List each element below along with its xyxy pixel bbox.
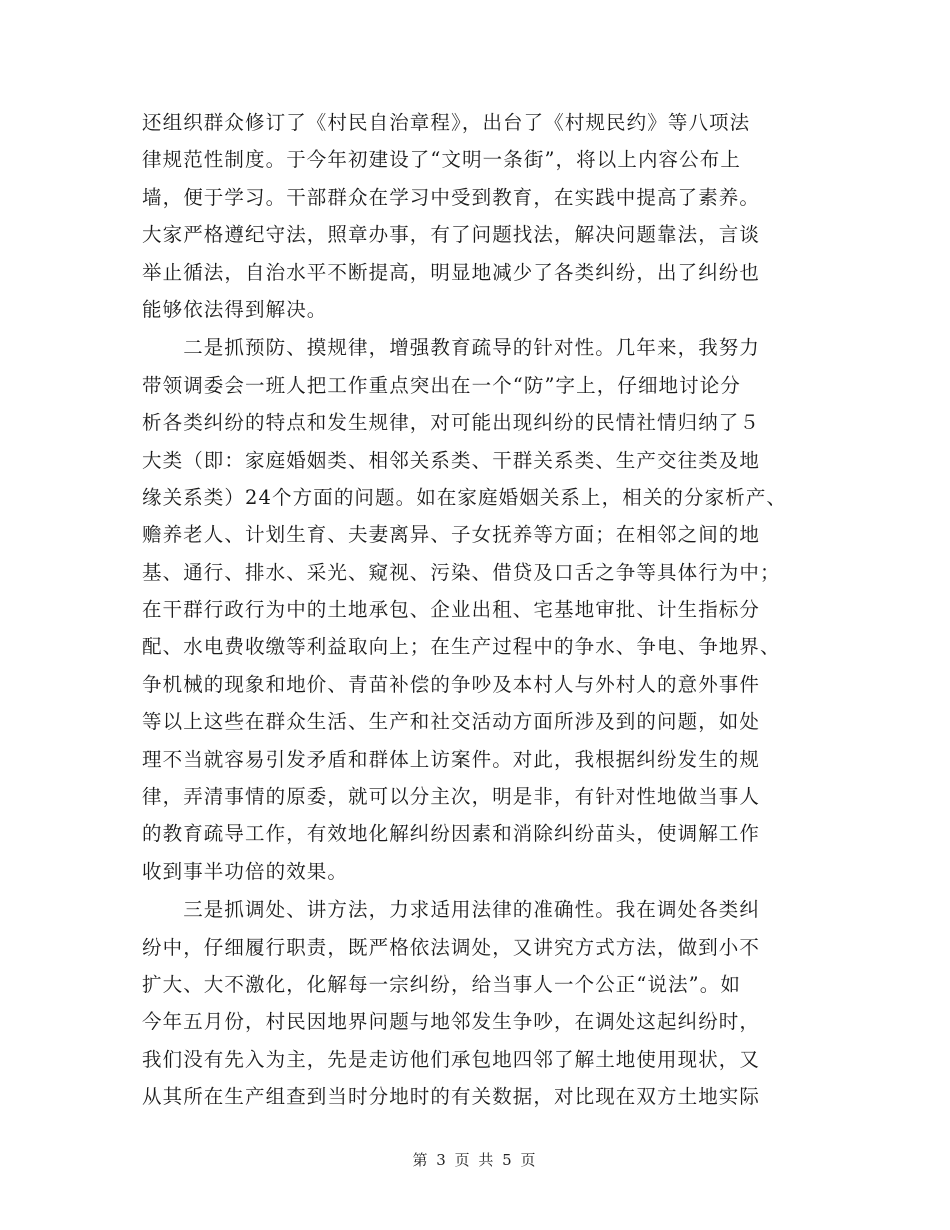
page-number: 第 3 页 共 5 页: [412, 1151, 538, 1169]
text-line: 律规范性制度。于今年初建设了“文明一条街”，将以上内容公布上: [142, 148, 741, 172]
document-body: [142, 104, 822, 1117]
text-line: 扩大、大不激化，化解每一宗纠纷，给当事人一个公正“说法”。如: [142, 972, 741, 996]
text-line: 纷中，仔细履行职责，既严格依法调处，又讲究方式方法，做到小不: [142, 935, 761, 959]
text-line: 争机械的现象和地价、青苗补偿的争吵及本村人与外村人的意外事件: [142, 672, 761, 696]
text-line: 的教育疏导工作，有效地化解纠纷因素和消除纠纷苗头，使调解工作: [142, 822, 761, 846]
text-line: 墙，便于学习。干部群众在学习中受到教育，在实践中提高了素养。: [142, 185, 761, 209]
text-line: 收到事半功倍的效果。: [142, 859, 349, 883]
text-line: 能够依法得到解决。: [142, 297, 328, 321]
text-line: 缘关系类）24个方面的问题。如在家庭婚姻关系上，相关的分家析产、: [142, 485, 788, 509]
text-line: 理不当就容易引发矛盾和群体上访案件。对此，我根据纠纷发生的规: [142, 747, 761, 771]
paragraph-3: [142, 891, 822, 1115]
text-line: 析各类纠纷的特点和发生规律，对可能出现纠纷的民情社情归纳了５: [142, 411, 761, 435]
text-line: 二是抓预防、摸规律，增强教育疏导的针对性。几年来，我努力: [142, 336, 761, 360]
text-line: 赡养老人、计划生育、夫妻离异、子女抚养等方面；在相邻之间的地: [142, 523, 761, 547]
text-line: 大类（即：家庭婚姻类、相邻关系类、干群关系类、生产交往类及地: [142, 448, 761, 472]
text-line: 从其所在生产组查到当时分地时的有关数据，对比现在双方土地实际: [142, 1085, 761, 1109]
text-line: 带领调委会一班人把工作重点突出在一个“防”字上，仔细地讨论分: [142, 373, 741, 397]
text-line: 基、通行、排水、采光、窥视、污染、借贷及口舌之争等具体行为中；: [142, 560, 781, 584]
text-line: 举止循法，自治水平不断提高，明显地减少了各类纠纷，出了纠纷也: [142, 260, 761, 284]
text-line: 配、水电费收缴等利益取向上；在生产过程中的争水、争电、争地界、: [142, 635, 781, 659]
paragraph-1: [142, 104, 822, 328]
text-line: 律，弄清事情的原委，就可以分主次，明是非，有针对性地做当事人: [142, 785, 761, 809]
text-line: 还组织群众修订了《村民自治章程》，出台了《村规民约》等八项法: [142, 111, 751, 134]
text-line: 三是抓调处、讲方法，力求适用法律的准确性。我在调处各类纠: [142, 898, 761, 922]
paragraph-2: [142, 329, 822, 890]
text-line: 等以上这些在群众生活、生产和社交活动方面所涉及到的问题，如处: [142, 710, 761, 734]
text-line: 大家严格遵纪守法，照章办事，有了问题找法，解决问题靠法，言谈: [142, 223, 761, 247]
text-line: 我们没有先入为主，先是走访他们承包地四邻了解土地使用现状，又: [142, 1047, 761, 1071]
text-line: 今年五月份，村民因地界问题与地邻发生争吵，在调处这起纠纷时，: [142, 1010, 761, 1034]
text-line: 在干群行政行为中的土地承包、企业出租、宅基地审批、计生指标分: [142, 598, 761, 622]
